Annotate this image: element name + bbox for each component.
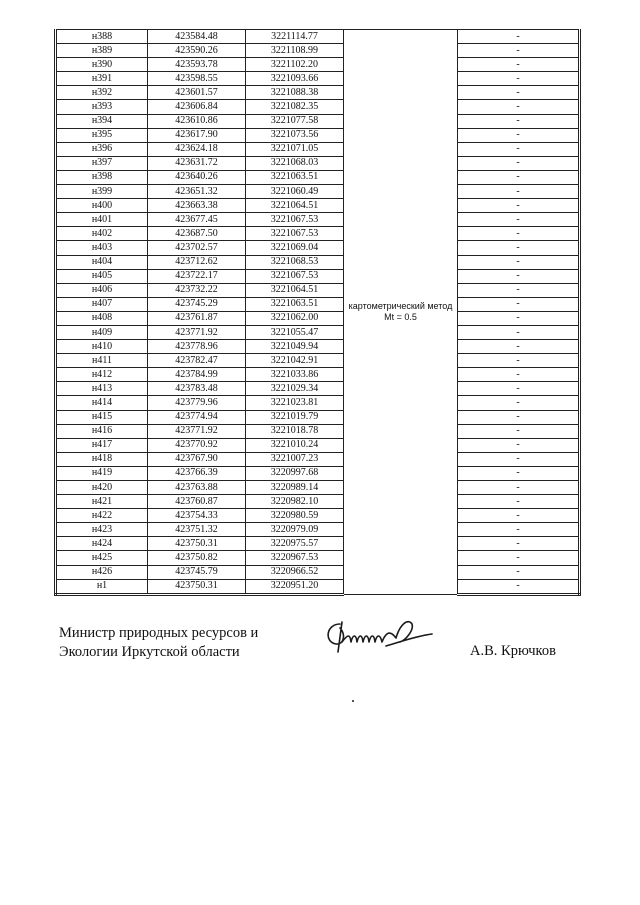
value-cell: - <box>458 114 580 128</box>
table-row <box>56 579 580 594</box>
value-cell: - <box>458 424 580 438</box>
point-id-cell: н412 <box>56 368 148 382</box>
y-coordinate-cell: 3220979.09 <box>246 523 344 537</box>
value-cell: - <box>458 199 580 213</box>
point-id-cell: н407 <box>56 297 148 311</box>
y-coordinate-cell: 3221102.20 <box>246 58 344 72</box>
x-coordinate-cell: 423687.50 <box>148 227 246 241</box>
table-row <box>56 311 580 325</box>
y-coordinate-cell: 3221060.49 <box>246 185 344 199</box>
point-id-cell: н401 <box>56 213 148 227</box>
y-coordinate-cell: 3221033.86 <box>246 368 344 382</box>
table-row <box>56 438 580 452</box>
value-cell: - <box>458 354 580 368</box>
value-cell: - <box>458 100 580 114</box>
value-cell: - <box>458 368 580 382</box>
point-id-cell: н389 <box>56 44 148 58</box>
x-coordinate-cell: 423783.48 <box>148 382 246 396</box>
x-coordinate-cell: 423590.26 <box>148 44 246 58</box>
value-cell: - <box>458 340 580 354</box>
x-coordinate-cell: 423624.18 <box>148 142 246 156</box>
table-row <box>56 283 580 297</box>
x-coordinate-cell: 423750.82 <box>148 551 246 565</box>
table-row <box>56 269 580 283</box>
x-coordinate-cell: 423732.22 <box>148 283 246 297</box>
x-coordinate-cell: 423774.94 <box>148 410 246 424</box>
point-id-cell: н419 <box>56 466 148 480</box>
table-row <box>56 227 580 241</box>
value-cell: - <box>458 410 580 424</box>
table-row <box>56 466 580 480</box>
x-coordinate-cell: 423745.29 <box>148 297 246 311</box>
value-cell: - <box>458 452 580 466</box>
table-row <box>56 128 580 142</box>
table-row <box>56 86 580 100</box>
table-row <box>56 100 580 114</box>
value-cell: - <box>458 523 580 537</box>
value-cell: - <box>458 44 580 58</box>
y-coordinate-cell: 3221018.78 <box>246 424 344 438</box>
table-row <box>56 185 580 199</box>
value-cell: - <box>458 466 580 480</box>
point-id-cell: н1 <box>56 579 148 594</box>
point-id-cell: н400 <box>56 199 148 213</box>
point-id-cell: н422 <box>56 509 148 523</box>
point-id-cell: н394 <box>56 114 148 128</box>
value-cell: - <box>458 382 580 396</box>
value-cell: - <box>458 565 580 579</box>
signer-title-line-1: Министр природных ресурсов и <box>59 625 259 641</box>
point-id-cell: н388 <box>56 30 148 44</box>
y-coordinate-cell: 3220989.14 <box>246 481 344 495</box>
point-id-cell: н417 <box>56 438 148 452</box>
value-cell: - <box>458 128 580 142</box>
table-row <box>56 156 580 170</box>
y-coordinate-cell: 3221055.47 <box>246 325 344 339</box>
x-coordinate-cell: 423751.32 <box>148 523 246 537</box>
value-cell: - <box>458 438 580 452</box>
value-cell: - <box>458 58 580 72</box>
y-coordinate-cell: 3220951.20 <box>246 579 344 594</box>
x-coordinate-cell: 423677.45 <box>148 213 246 227</box>
value-cell: - <box>458 170 580 184</box>
point-id-cell: н390 <box>56 58 148 72</box>
value-cell: - <box>458 213 580 227</box>
x-coordinate-cell: 423593.78 <box>148 58 246 72</box>
x-coordinate-cell: 423771.92 <box>148 325 246 339</box>
handwritten-signature <box>320 612 440 662</box>
signer-name: А.В. Крючков <box>470 643 556 659</box>
value-cell: - <box>458 227 580 241</box>
x-coordinate-cell: 423782.47 <box>148 354 246 368</box>
x-coordinate-cell: 423584.48 <box>148 30 246 44</box>
point-id-cell: н399 <box>56 185 148 199</box>
point-id-cell: н420 <box>56 481 148 495</box>
value-cell: - <box>458 297 580 311</box>
x-coordinate-cell: 423766.39 <box>148 466 246 480</box>
point-id-cell: н421 <box>56 495 148 509</box>
table-row <box>56 340 580 354</box>
table-row <box>56 382 580 396</box>
y-coordinate-cell: 3221071.05 <box>246 142 344 156</box>
y-coordinate-cell: 3220997.68 <box>246 466 344 480</box>
value-cell: - <box>458 509 580 523</box>
y-coordinate-cell: 3221029.34 <box>246 382 344 396</box>
table-row <box>56 30 580 44</box>
table-row <box>56 241 580 255</box>
table-row <box>56 509 580 523</box>
y-coordinate-cell: 3221073.56 <box>246 128 344 142</box>
point-id-cell: н397 <box>56 156 148 170</box>
y-coordinate-cell: 3221063.51 <box>246 297 344 311</box>
x-coordinate-cell: 423651.32 <box>148 185 246 199</box>
point-id-cell: н395 <box>56 128 148 142</box>
point-id-cell: н423 <box>56 523 148 537</box>
point-id-cell: н425 <box>56 551 148 565</box>
x-coordinate-cell: 423617.90 <box>148 128 246 142</box>
table-row <box>56 396 580 410</box>
y-coordinate-cell: 3221093.66 <box>246 72 344 86</box>
point-id-cell: н393 <box>56 100 148 114</box>
x-coordinate-cell: 423640.26 <box>148 170 246 184</box>
value-cell: - <box>458 269 580 283</box>
x-coordinate-cell: 423610.86 <box>148 114 246 128</box>
point-id-cell: н396 <box>56 142 148 156</box>
value-cell: - <box>458 72 580 86</box>
table-row <box>56 44 580 58</box>
point-id-cell: н406 <box>56 283 148 297</box>
point-id-cell: н403 <box>56 241 148 255</box>
point-id-cell: н416 <box>56 424 148 438</box>
table-row <box>56 213 580 227</box>
table-row <box>56 325 580 339</box>
y-coordinate-cell: 3221114.77 <box>246 30 344 44</box>
table-row <box>56 495 580 509</box>
y-coordinate-cell: 3221082.35 <box>246 100 344 114</box>
y-coordinate-cell: 3221068.53 <box>246 255 344 269</box>
y-coordinate-cell: 3221108.99 <box>246 44 344 58</box>
point-id-cell: н426 <box>56 565 148 579</box>
y-coordinate-cell: 3221067.53 <box>246 213 344 227</box>
signer-title <box>59 624 258 662</box>
x-coordinate-cell: 423722.17 <box>148 269 246 283</box>
x-coordinate-cell: 423750.31 <box>148 579 246 594</box>
x-coordinate-cell: 423770.92 <box>148 438 246 452</box>
x-coordinate-cell: 423771.92 <box>148 424 246 438</box>
y-coordinate-cell: 3221023.81 <box>246 396 344 410</box>
y-coordinate-cell: 3221062.00 <box>246 311 344 325</box>
x-coordinate-cell: 423663.38 <box>148 199 246 213</box>
coordinates-table <box>54 29 581 596</box>
table-row <box>56 410 580 424</box>
value-cell: - <box>458 481 580 495</box>
point-id-cell: н409 <box>56 325 148 339</box>
point-id-cell: н408 <box>56 311 148 325</box>
y-coordinate-cell: 3221007.23 <box>246 452 344 466</box>
table-row <box>56 565 580 579</box>
value-cell: - <box>458 396 580 410</box>
value-cell: - <box>458 283 580 297</box>
table-row <box>56 452 580 466</box>
y-coordinate-cell: 3221064.51 <box>246 199 344 213</box>
x-coordinate-cell: 423761.87 <box>148 311 246 325</box>
table-row <box>56 523 580 537</box>
y-coordinate-cell: 3221069.04 <box>246 241 344 255</box>
value-cell: - <box>458 185 580 199</box>
y-coordinate-cell: 3221067.53 <box>246 269 344 283</box>
value-cell: - <box>458 551 580 565</box>
x-coordinate-cell: 423754.33 <box>148 509 246 523</box>
x-coordinate-cell: 423631.72 <box>148 156 246 170</box>
table-row <box>56 72 580 86</box>
point-id-cell: н404 <box>56 255 148 269</box>
coordinates-table-body <box>56 30 580 595</box>
point-id-cell: н413 <box>56 382 148 396</box>
value-cell: - <box>458 579 580 594</box>
value-cell: - <box>458 142 580 156</box>
value-cell: - <box>458 156 580 170</box>
x-coordinate-cell: 423745.79 <box>148 565 246 579</box>
y-coordinate-cell: 3221064.51 <box>246 283 344 297</box>
stray-mark <box>352 700 354 702</box>
value-cell: - <box>458 537 580 551</box>
value-cell: - <box>458 241 580 255</box>
y-coordinate-cell: 3221010.24 <box>246 438 344 452</box>
table-row <box>56 114 580 128</box>
y-coordinate-cell: 3220980.59 <box>246 509 344 523</box>
table-row <box>56 481 580 495</box>
x-coordinate-cell: 423702.57 <box>148 241 246 255</box>
y-coordinate-cell: 3220966.52 <box>246 565 344 579</box>
table-row <box>56 368 580 382</box>
x-coordinate-cell: 423778.96 <box>148 340 246 354</box>
y-coordinate-cell: 3220975.57 <box>246 537 344 551</box>
table-row <box>56 255 580 269</box>
y-coordinate-cell: 3221077.58 <box>246 114 344 128</box>
y-coordinate-cell: 3221019.79 <box>246 410 344 424</box>
x-coordinate-cell: 423760.87 <box>148 495 246 509</box>
point-id-cell: н391 <box>56 72 148 86</box>
method-note: картометрический метод Mt = 0.5 <box>348 300 453 322</box>
y-coordinate-cell: 3221049.94 <box>246 340 344 354</box>
value-cell: - <box>458 86 580 100</box>
x-coordinate-cell: 423598.55 <box>148 72 246 86</box>
x-coordinate-cell: 423601.57 <box>148 86 246 100</box>
point-id-cell: н398 <box>56 170 148 184</box>
method-cell <box>344 30 458 595</box>
x-coordinate-cell: 423750.31 <box>148 537 246 551</box>
point-id-cell: н415 <box>56 410 148 424</box>
value-cell: - <box>458 495 580 509</box>
x-coordinate-cell: 423763.88 <box>148 481 246 495</box>
value-cell: - <box>458 325 580 339</box>
point-id-cell: н392 <box>56 86 148 100</box>
y-coordinate-cell: 3221088.38 <box>246 86 344 100</box>
table-row <box>56 199 580 213</box>
table-row <box>56 170 580 184</box>
table-row <box>56 551 580 565</box>
x-coordinate-cell: 423784.99 <box>148 368 246 382</box>
point-id-cell: н402 <box>56 227 148 241</box>
point-id-cell: н414 <box>56 396 148 410</box>
value-cell: - <box>458 311 580 325</box>
y-coordinate-cell: 3221068.03 <box>246 156 344 170</box>
point-id-cell: н424 <box>56 537 148 551</box>
table-row <box>56 58 580 72</box>
table-row <box>56 424 580 438</box>
x-coordinate-cell: 423606.84 <box>148 100 246 114</box>
x-coordinate-cell: 423767.90 <box>148 452 246 466</box>
point-id-cell: н418 <box>56 452 148 466</box>
x-coordinate-cell: 423779.96 <box>148 396 246 410</box>
value-cell: - <box>458 30 580 44</box>
y-coordinate-cell: 3220967.53 <box>246 551 344 565</box>
table-row <box>56 537 580 551</box>
y-coordinate-cell: 3221063.51 <box>246 170 344 184</box>
table-row <box>56 354 580 368</box>
value-cell: - <box>458 255 580 269</box>
y-coordinate-cell: 3221067.53 <box>246 227 344 241</box>
table-row <box>56 142 580 156</box>
table-row <box>56 297 580 311</box>
y-coordinate-cell: 3220982.10 <box>246 495 344 509</box>
x-coordinate-cell: 423712.62 <box>148 255 246 269</box>
point-id-cell: н411 <box>56 354 148 368</box>
y-coordinate-cell: 3221042.91 <box>246 354 344 368</box>
signer-title-line-2: Экологии Иркутской области <box>59 644 240 660</box>
point-id-cell: н410 <box>56 340 148 354</box>
point-id-cell: н405 <box>56 269 148 283</box>
